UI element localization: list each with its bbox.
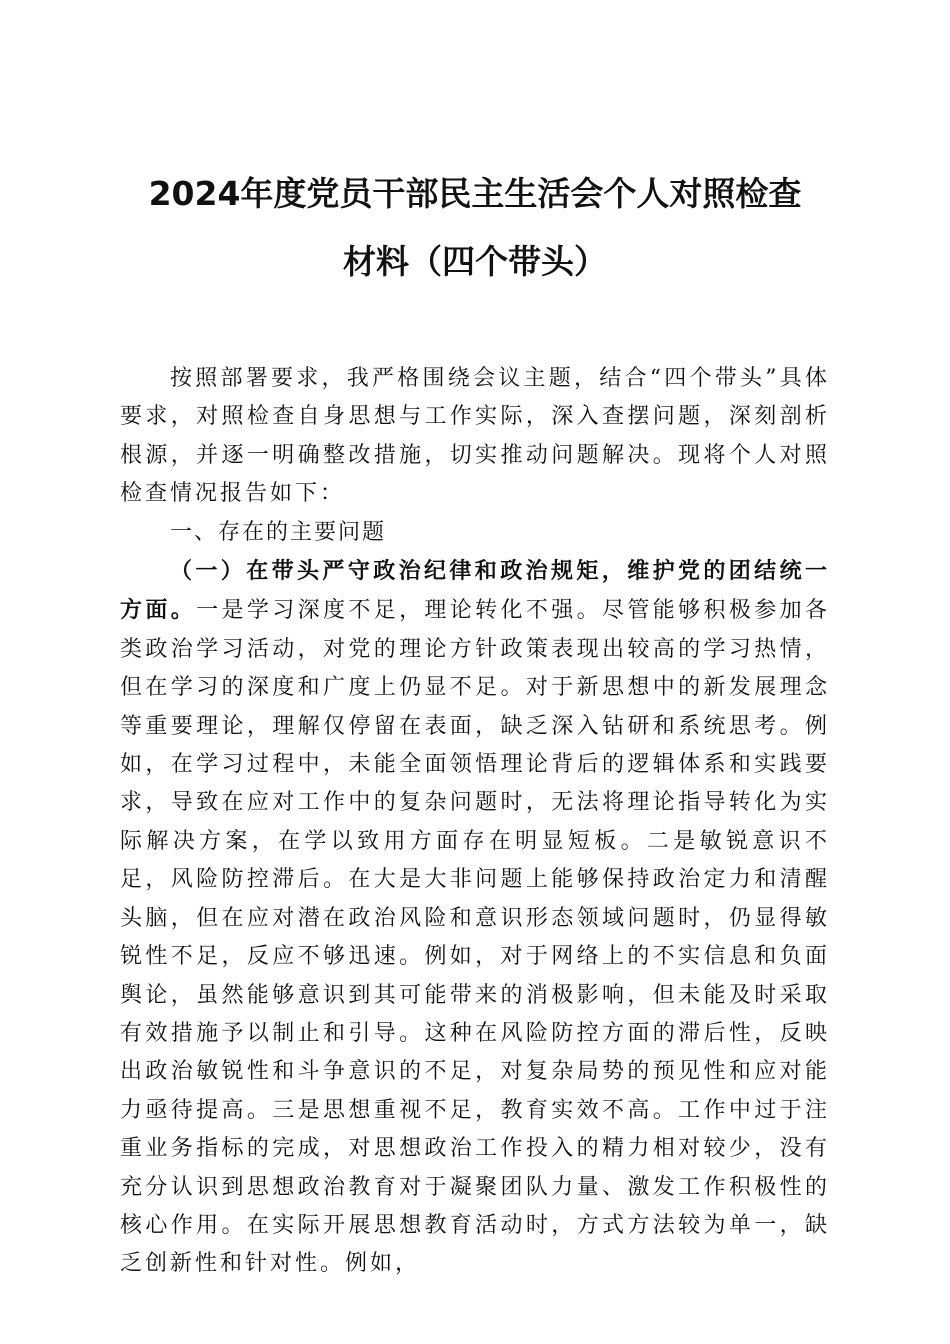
section-heading: 一、存在的主要问题 — [170, 519, 387, 545]
subsection-paragraph — [120, 552, 830, 1284]
document-title-line1: 2024年度党员干部民主生活会个人对照检查 — [148, 174, 802, 213]
document-body — [120, 360, 830, 1284]
document-title-line2: 材料（四个带头） — [343, 242, 607, 281]
subsection-body: 一是学习深度不足，理论转化不强。尽管能够积极参加各类政治学习活动，对党的理论方针政策表现出较高的学习热情，但在学习的深度和广度上仍显不足。对于新思想中的新发展理念等重要理论，理解仅停留在表面，缺乏深入钻研和系统思考。例如，在学习过程中，未能全面领悟理论背后的逻辑体系和实践要求，导致在应对工作中的复杂问题时，无法将理论指导转化为实际解决方案，在学以致用方面存在明显短板。二是敏锐意识不足，风险防控滞后。在大是大非问题上能够保持政治定力和清醒头脑，但在应对潜在政治风险和意识形态领域问题时，仍显得敏锐性不足，反应不够迅速。例如，对于网络上的不实信息和负面舆论，虽然能够意识到其可能带来的消极影响，但未能及时采取有效措施予以制止和引导。这种在风险防控方面的滞后性，反映出政治敏锐性和斗争意识的不足，对复杂局势的预见性和应对能力亟待提高。三是思想重视不足，教育实效不高。工作中过于注重业务指标的完成，对思想政治工作投入的精力相对较少，没有充分认识到思想政治教育对于凝聚团队力量、激发工作积极性的核心作用。在实际开展思想教育活动时，方式方法较为单一，缺乏创新性和针对性。例如， — [120, 598, 830, 1277]
subsection-heading: （一）在带头严守政治纪律和政治规矩，维护党的团结统一方面。 — [120, 558, 830, 624]
intro-paragraph: 按照部署要求，我严格围绕会议主题，结合“四个带头”具体要求，对照检查自身思想与工作实际，深入查摆问题，深刻剖析根源，并逐一明确整改措施，切实推动问题解决。现将个人对照检查情况报告如下： — [120, 366, 830, 507]
